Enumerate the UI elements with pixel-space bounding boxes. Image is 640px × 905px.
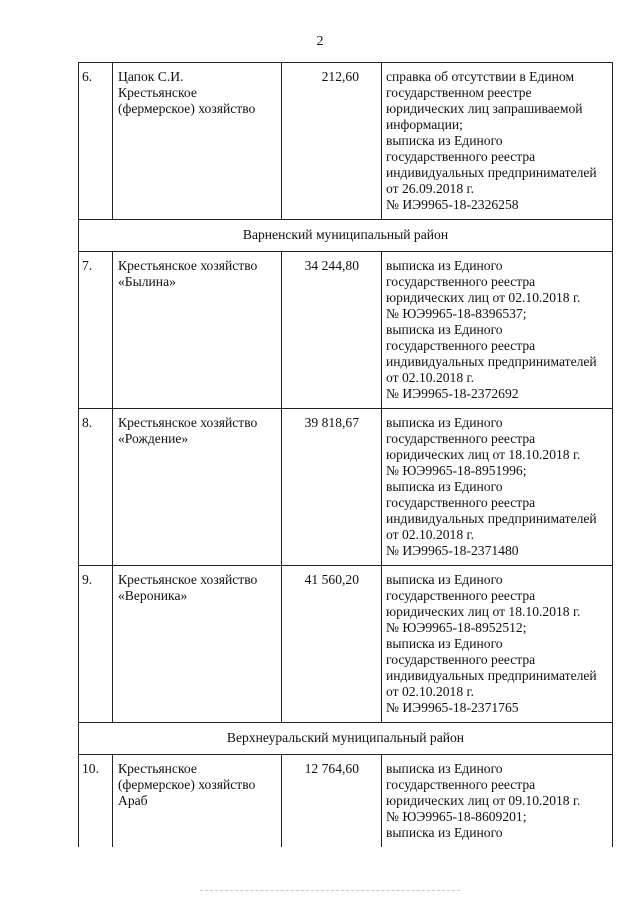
document-line: государственного реестра [386, 149, 536, 164]
row-number: 9. [79, 566, 113, 723]
subsidy-amount: 41 560,20 [282, 566, 382, 723]
recipient-name-line: (фермерское) хозяйство [118, 101, 256, 116]
recipient-name-line: Цапок С.И. [118, 69, 184, 84]
document-line: юридических лиц от 02.10.2018 г. [386, 290, 581, 305]
section-title: Верхнеуральский муниципальный район [79, 723, 613, 755]
section-row [79, 220, 613, 252]
subsidy-amount: 39 818,67 [282, 409, 382, 566]
document-line: выписка из Единого [386, 258, 503, 273]
document-line: № ЮЭ9965-18-8952512; [386, 620, 527, 635]
document-line: государственного реестра [386, 274, 536, 289]
document-line: юридических лиц от 09.10.2018 г. [386, 793, 581, 808]
subsidy-amount: 12 764,60 [282, 755, 382, 848]
document-line: выписка из Единого [386, 825, 503, 840]
document-line: индивидуальных предпринимателей [386, 354, 597, 369]
recipient-name-line: Крестьянское [118, 761, 197, 776]
document-line: выписка из Единого [386, 636, 503, 651]
section-row [79, 723, 613, 755]
subsidy-amount: 34 244,80 [282, 252, 382, 409]
document-line: № ИЭ9965-18-2371765 [386, 700, 519, 715]
recipient-name [113, 252, 282, 409]
document-line: выписка из Единого [386, 415, 503, 430]
section-title: Варненский муниципальный район [79, 220, 613, 252]
supporting-documents [382, 755, 613, 848]
document-line: юридических лиц от 18.10.2018 г. [386, 604, 581, 619]
document-line: № ЮЭ9965-18-8951996; [386, 463, 527, 478]
recipient-name-line: «Вероника» [118, 588, 188, 603]
recipient-name [113, 566, 282, 723]
document-line: № ИЭ9965-18-2371480 [386, 543, 519, 558]
supporting-documents [382, 409, 613, 566]
subsidy-amount: 212,60 [282, 63, 382, 220]
document-line: от 02.10.2018 г. [386, 527, 474, 542]
table-row [79, 566, 613, 723]
document-line: выписка из Единого [386, 133, 503, 148]
document-line: № ЮЭ9965-18-8609201; [386, 809, 527, 824]
supporting-documents [382, 63, 613, 220]
document-line: от 02.10.2018 г. [386, 370, 474, 385]
table-body [79, 63, 613, 848]
recipient-name [113, 63, 282, 220]
document-line: юридических лиц запрашиваемой [386, 101, 583, 116]
document-line: выписка из Единого [386, 761, 503, 776]
document-line: государственного реестра [386, 495, 536, 510]
page-number: 2 [316, 34, 324, 49]
recipient-name-line: Крестьянское хозяйство [118, 415, 258, 430]
table-row [79, 252, 613, 409]
recipient-name-line: (фермерское) хозяйство [118, 777, 256, 792]
document-line: от 02.10.2018 г. [386, 684, 474, 699]
document-line: индивидуальных предпринимателей [386, 668, 597, 683]
recipient-name-line: «Рождение» [118, 431, 189, 446]
document-line: от 26.09.2018 г. [386, 181, 474, 196]
document-line: выписка из Единого [386, 322, 503, 337]
document-line: выписка из Единого [386, 572, 503, 587]
recipient-name-line: Крестьянское хозяйство [118, 572, 258, 587]
document-line: государственного реестра [386, 588, 536, 603]
recipients-table [78, 62, 613, 847]
document-line: государственного реестра [386, 431, 536, 446]
document-line: выписка из Единого [386, 479, 503, 494]
document-line: индивидуальных предпринимателей [386, 511, 597, 526]
table-row [79, 409, 613, 566]
document-line: справка об отсутствии в Едином [386, 69, 575, 84]
document-line: государственного реестра [386, 777, 536, 792]
row-number: 7. [79, 252, 113, 409]
recipient-name-line: Крестьянское [118, 85, 197, 100]
recipient-name-line: Крестьянское хозяйство [118, 258, 258, 273]
row-number: 10. [79, 755, 113, 848]
recipient-name-line: «Былина» [118, 274, 176, 289]
recipient-name-line: Араб [118, 793, 148, 808]
recipient-name [113, 755, 282, 848]
row-number: 6. [79, 63, 113, 220]
scan-edge-artifact [200, 890, 460, 892]
document-line: № ЮЭ9965-18-8396537; [386, 306, 527, 321]
document-line: индивидуальных предпринимателей [386, 165, 597, 180]
recipient-name [113, 409, 282, 566]
table-row [79, 63, 613, 220]
document-line: юридических лиц от 18.10.2018 г. [386, 447, 581, 462]
document-line: государственного реестра [386, 338, 536, 353]
document-line: информации; [386, 117, 463, 132]
supporting-documents [382, 566, 613, 723]
document-line: государственного реестра [386, 652, 536, 667]
document-line: № ИЭ9965-18-2326258 [386, 197, 519, 212]
table-row [79, 755, 613, 848]
supporting-documents [382, 252, 613, 409]
document-line: государственном реестре [386, 85, 532, 100]
row-number: 8. [79, 409, 113, 566]
document-line: № ИЭ9965-18-2372692 [386, 386, 519, 401]
